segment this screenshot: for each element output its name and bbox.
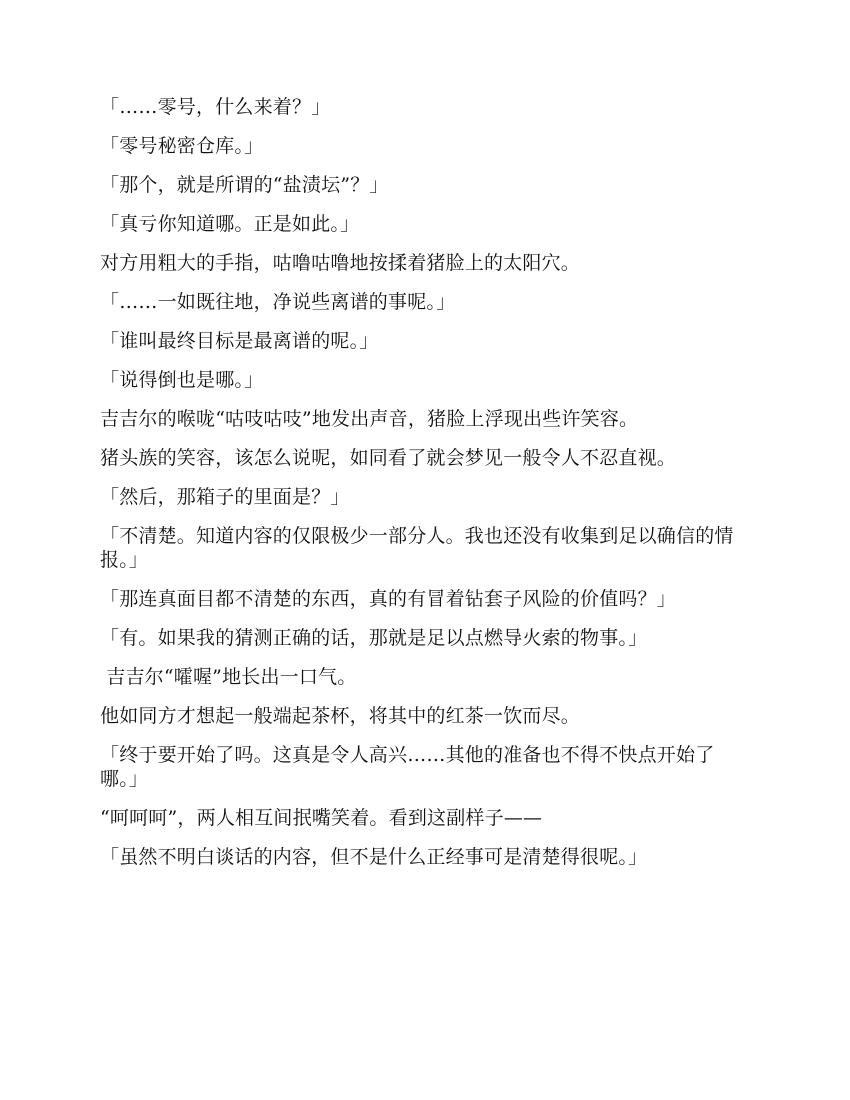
paragraph-6: 「……一如既往地，净说些离谱的事呢。」 <box>100 291 456 313</box>
paragraph-2: 「零号秘密仓库。」 <box>100 135 264 157</box>
paragraph-17: 「终于要开始了吗。这真是令人高兴……其他的准备也不得不快点开始了哪。」 <box>100 744 715 790</box>
paragraph-8: 「说得倒也是哪。」 <box>100 369 264 391</box>
paragraph-10: 猪头族的笑容，该怎么说呢，如同看了就会梦见一般令人不忍直视。 <box>100 447 677 469</box>
paragraph-4: 「真亏你知道哪。正是如此。」 <box>100 213 360 235</box>
paragraph-5: 对方用粗大的手指，咕噜咕噜地按揉着猪脸上的太阳穴。 <box>100 252 581 274</box>
paragraph-3: 「那个，就是所谓的“盐渍坛”？」 <box>100 174 389 196</box>
document-page <box>100 95 750 884</box>
paragraph-7: 「谁叫最终目标是最离谱的呢。」 <box>100 330 379 352</box>
paragraph-13: 「那连真面目都不清楚的东西，真的有冒着钻套子风险的价值吗？」 <box>100 588 677 610</box>
paragraph-15: 吉吉尔“嚯喔”地长出一口气。 <box>100 666 357 688</box>
paragraph-14: 「有。如果我的猜测正确的话，那就是足以点燃导火索的物事。」 <box>100 627 648 649</box>
paragraph-11: 「然后，那箱子的里面是？」 <box>100 486 350 508</box>
paragraph-12: 「不清楚。知道内容的仅限极少一部分人。我也还没有收集到足以确信的情报。」 <box>100 525 734 571</box>
paragraph-9: 吉吉尔的喉咙“咕吱咕吱”地发出声音，猪脸上浮现出些许笑容。 <box>100 408 639 430</box>
paragraph-18: “呵呵呵”，两人相互间抿嘴笑着。看到这副样子—— <box>100 807 543 829</box>
paragraph-1: 「……零号，什么来着？」 <box>100 96 331 118</box>
paragraph-16: 他如同方才想起一般端起茶杯，将其中的红茶一饮而尽。 <box>100 705 581 727</box>
paragraph-19: 「虽然不明白谈话的内容，但不是什么正经事可是清楚得很呢。」 <box>100 846 648 868</box>
